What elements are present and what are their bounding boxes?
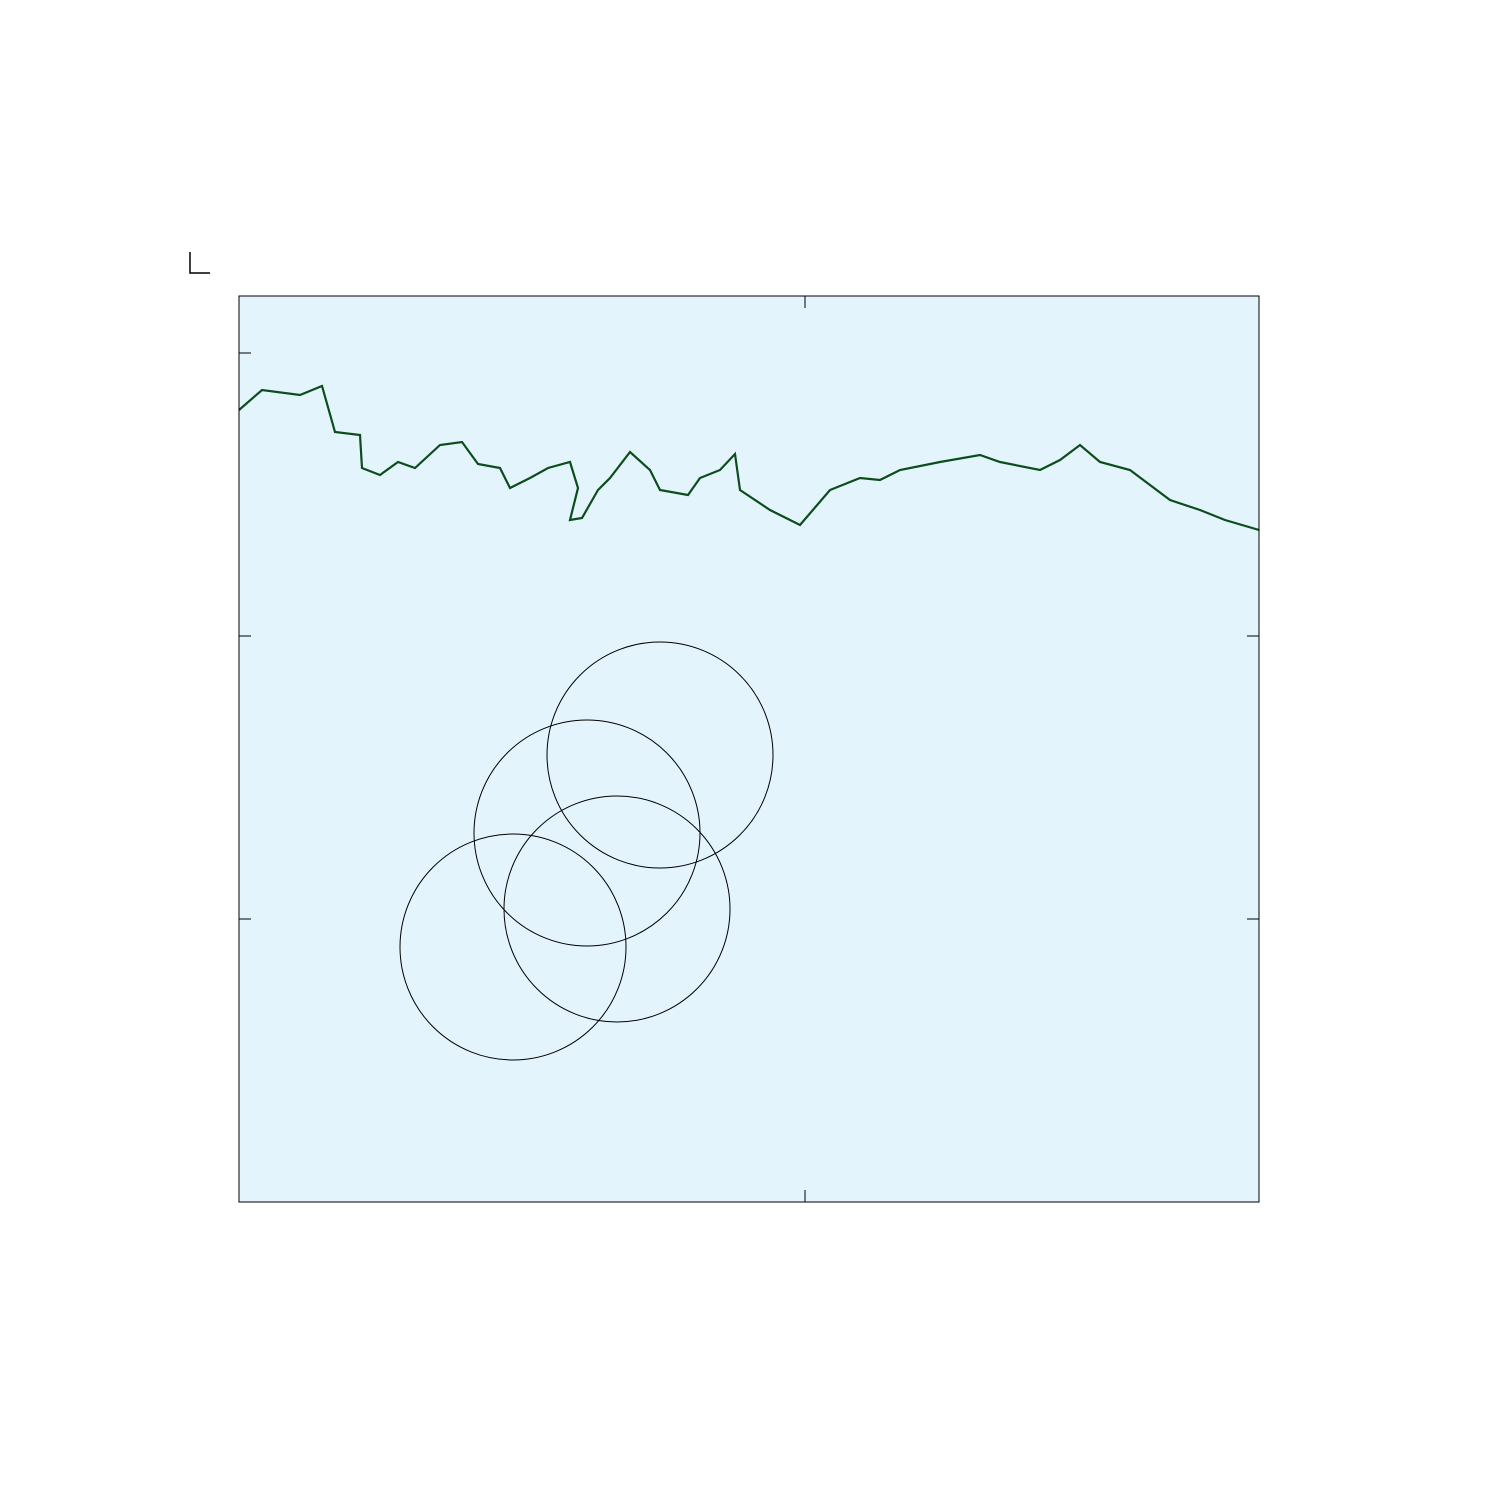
vector-legend-arrow bbox=[190, 252, 210, 273]
map-background bbox=[239, 296, 1259, 1202]
